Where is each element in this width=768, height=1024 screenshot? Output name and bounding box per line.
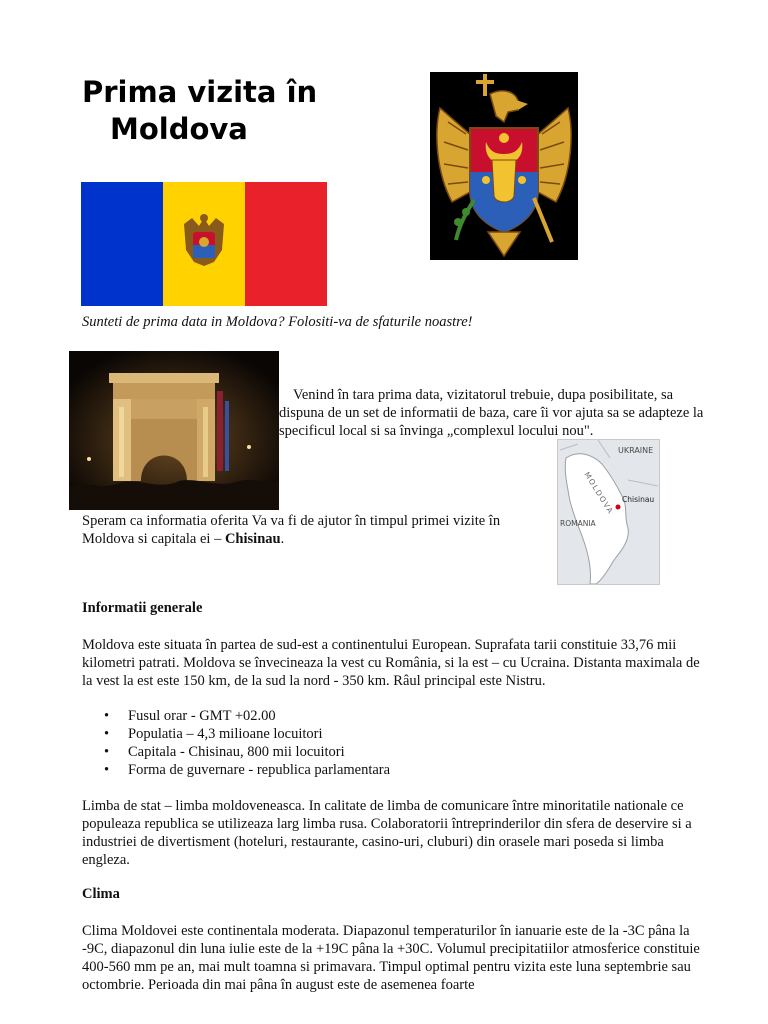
subtitle: Sunteti de prima data in Moldova? Folositi-va de sfaturile noastre! [82, 314, 473, 330]
capital-marker-icon [616, 505, 621, 510]
map-label-ukraine: UKRAINE [618, 446, 654, 455]
list-item: • Capitala - Chisinau, 800 mii locuitori [82, 743, 712, 761]
map-label-romania: ROMANIA [560, 519, 596, 528]
title-line-1: Prima vizita în [82, 75, 318, 109]
climate-heading: Clima [82, 886, 120, 902]
triumphal-arch-photo [69, 351, 279, 510]
list-item: • Populatia – 4,3 milioane locuitori [82, 725, 712, 743]
general-info-paragraph: Moldova este situata în partea de sud-est a continentului European. Suprafata tarii constituie 33,76 mii kilometri patrati. Moldova se învecineaza la vest cu România, si la est – cu Ucraina. Distanta maximala de la vest la est este 150 km, de la sud la nord - 350 km. Râul principal este Nistru. [82, 637, 700, 689]
page-title [82, 74, 402, 148]
moldova-flag-image [81, 182, 327, 306]
moldova-map-image [557, 439, 660, 585]
facts-list [82, 707, 712, 779]
climate-paragraph: Clima Moldovei este continentala moderata. Diapazonul temperaturilor în ianuarie este de la -3C pâna la -9C, diapazonul din luna iulie este de la +19C pâna la +30C. Volumul precipitatiilor atmosferice constituie 400-560 mm pe an, mai mult toamna si primavara. Timpul optimal pentru vizita este luna septembrie sau octombrie. Perioada din mai pâna în august este de asemenea foarte [82, 923, 700, 993]
language-paragraph: Limba de stat – limba moldoveneasca. In calitate de limba de comunicare între minoritatile nationale ce populeaza republica se utilizeaza larg limba rusa. Colaboratorii întreprinderilor din sfera de deservire si a industriei de divertisment (hoteluri, restaurante, casino-uri, cluburi) din orasele mari poseda si limba engleza. [82, 798, 692, 868]
intro-paragraph: Venind în tara prima data, vizitatorul trebuie, dupa posibilitate, sa dispuna de un set de informatii de baza, care îi vor ajuta sa se adapteze la specificul local si sa învinga „complexul locului nou". [279, 387, 704, 439]
map-label-capital: Chisinau [622, 495, 655, 504]
list-item: • Forma de guvernare - republica parlamentara [82, 761, 712, 779]
capital-name: Chisinau [224, 531, 281, 547]
title-line-2: Moldova [110, 112, 248, 146]
map-label-moldova: MOLDOVA [582, 470, 616, 517]
general-info-heading: Informatii generale [82, 600, 203, 616]
list-item: • Fusul orar - GMT +02.00 [82, 707, 712, 725]
coat-of-arms-image [430, 72, 578, 260]
hope-paragraph: Speram ca informatia oferita Va va fi de ajutor în timpul primei vizite în Moldova si capitala ei – Chisinau. [82, 513, 501, 547]
